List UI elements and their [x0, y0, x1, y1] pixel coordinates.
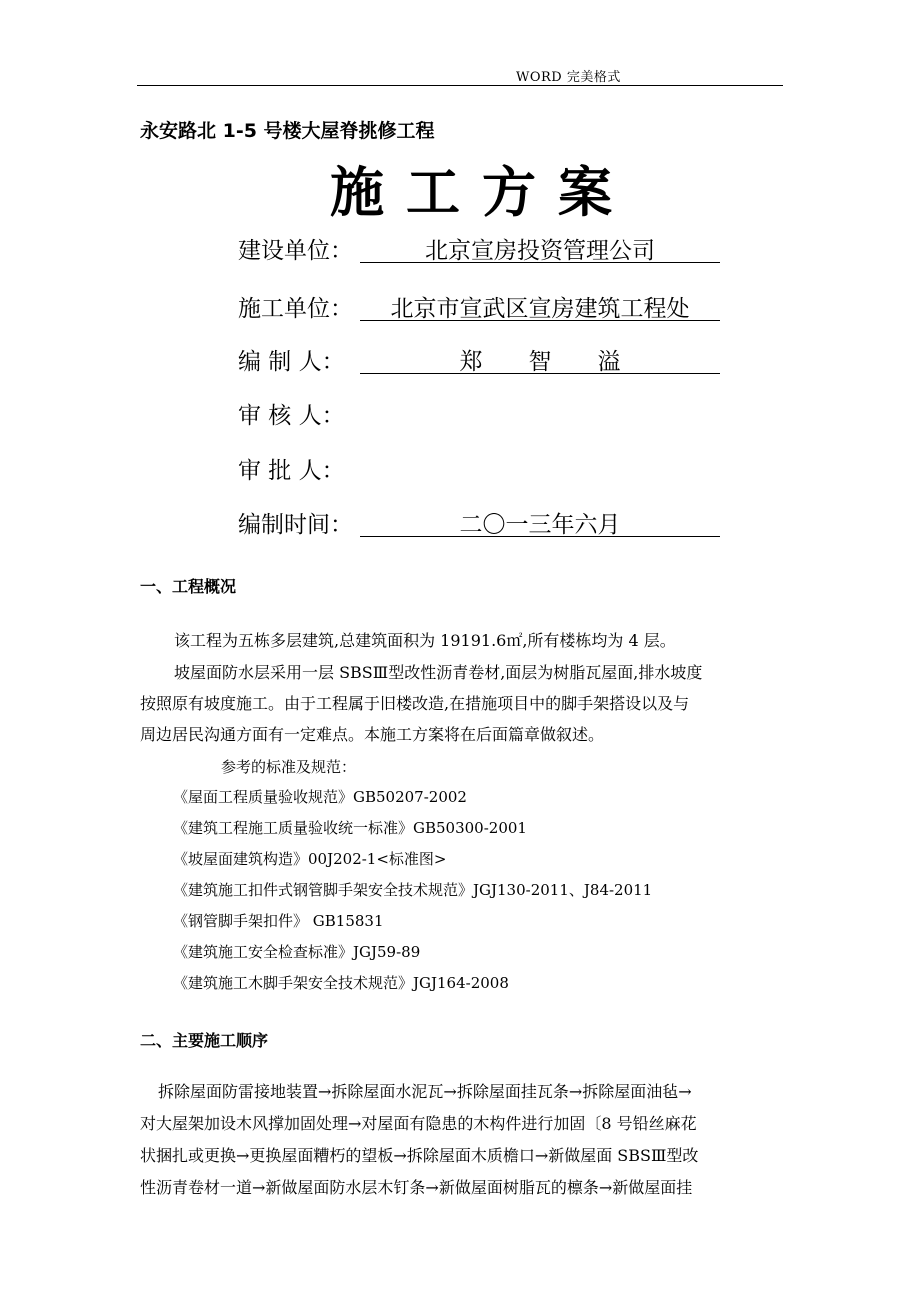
- paragraph-line: 周边居民沟通方面有一定难点。本施工方案将在后面篇章做叙述。: [140, 725, 605, 744]
- field-label: 施工单位：: [238, 296, 353, 322]
- project-title: 永安路北 1-5 号楼大屋脊挑修工程: [140, 120, 435, 142]
- paragraph-line: 状捆扎或更换→更换屋面糟朽的望板→拆除屋面木质檐口→新做屋面 SBSⅢ型改: [140, 1146, 699, 1165]
- field-value: 北京宣房投资管理公司: [360, 232, 720, 263]
- standard-item: 《钢管脚手架扣件》 GB15831: [173, 912, 384, 930]
- header-rule: [137, 85, 783, 86]
- standard-item: 《建筑施工扣件式钢管脚手架安全技术规范》JGJ130-2011、J84-2011: [173, 881, 653, 899]
- field-value: 二〇一三年六月: [360, 506, 720, 537]
- paragraph-line: 性沥青卷材一道→新做屋面防水层木钉条→新做屋面树脂瓦的檩条→新做屋面挂: [140, 1178, 693, 1197]
- field-value: 北京市宣武区宣房建筑工程处: [360, 290, 720, 321]
- field-value: 郑 智 溢: [360, 343, 720, 374]
- section-heading-overview: 一、工程概况: [140, 577, 237, 596]
- section-heading-sequence: 二、主要施工顺序: [140, 1031, 269, 1050]
- field-label: 审 核 人：: [238, 403, 345, 429]
- paragraph-line: 该工程为五栋多层建筑,总建筑面积为 19191.6㎡,所有楼栋均为 4 层。: [174, 631, 676, 650]
- standard-item: 《建筑施工安全检查标准》JGJ59-89: [173, 943, 421, 961]
- paragraph-line: 按照原有坡度施工。由于工程属于旧楼改造,在措施项目中的脚手架搭设以及与: [140, 694, 690, 713]
- standard-item: 《建筑施工木脚手架安全技术规范》JGJ164-2008: [173, 974, 509, 992]
- field-label: 编制时间：: [238, 512, 353, 538]
- field-label: 编 制 人：: [238, 349, 345, 375]
- header-text: WORD 完美格式: [516, 70, 621, 85]
- paragraph-line: 坡屋面防水层采用一层 SBSⅢ型改性沥青卷材,面层为树脂瓦屋面,排水坡度: [174, 663, 703, 682]
- standards-intro: 参考的标准及规范：: [221, 758, 357, 776]
- paragraph-line: 对大屋架加设木风撑加固处理→对屋面有隐患的木构件进行加固〔8 号铅丝麻花: [140, 1114, 697, 1133]
- field-label: 建设单位：: [238, 238, 353, 264]
- standard-item: 《屋面工程质量验收规范》GB50207-2002: [173, 788, 467, 806]
- standard-item: 《建筑工程施工质量验收统一标准》GB50300-2001: [173, 819, 527, 837]
- document-title: 施工方案: [330, 161, 634, 224]
- paragraph-line: 拆除屋面防雷接地装置→拆除屋面水泥瓦→拆除屋面挂瓦条→拆除屋面油毡→: [158, 1082, 692, 1101]
- standard-item: 《坡屋面建筑构造》00J202-1<标准图>: [173, 850, 447, 868]
- field-label: 审 批 人：: [238, 458, 345, 484]
